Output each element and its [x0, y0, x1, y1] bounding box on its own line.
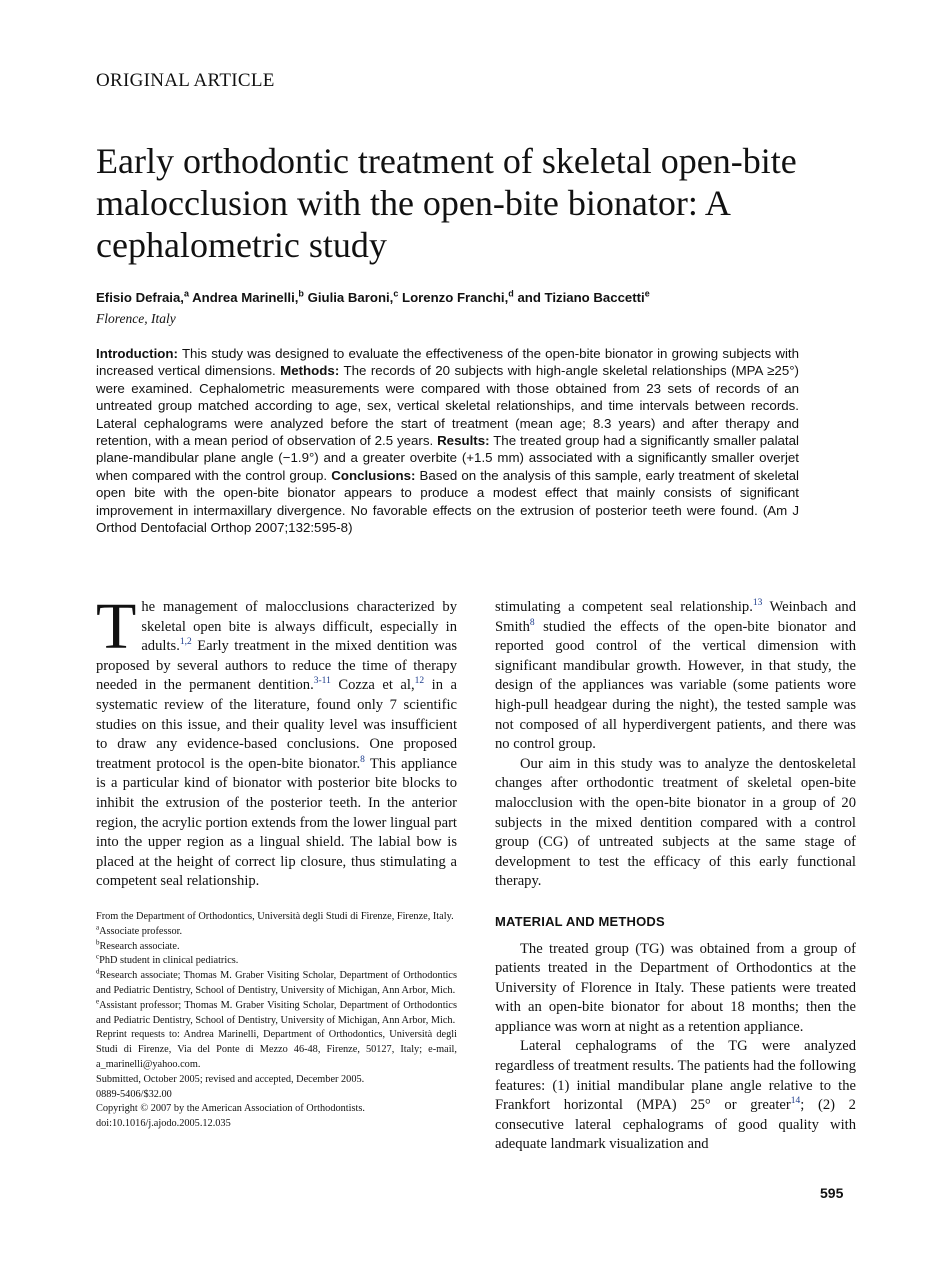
abstract	[96, 345, 799, 536]
drop-cap: T	[96, 590, 137, 663]
abstract-conclusions-label: Conclusions:	[331, 467, 416, 483]
abstract-methods: The records of 20 subjects with high-angle skeletal relationships (MPA ≥25°) were examined. Cephalometric measurements were compared with those obtained from 23 sets of records of an untreated group matched according to age, sex, vertical skeletal relationships, and time intervals between records. Lateral cephalograms were analyzed before the start of treatment (mean age; 8.3 years) and after therapy and retention, with a mean period of observation of 2.5 years.	[96, 363, 799, 449]
page-number: 595	[820, 1185, 844, 1201]
body-text: in a systematic review of the literature, found only 7 scientific studies on this issue, and their quality level was insufficient to draw any evidence-based conclusions. One proposed treatment protocol is the open-bite bionator.	[96, 677, 458, 772]
footnote-submitted: Submitted, October 2005; revised and accepted, December 2005.	[96, 1073, 365, 1085]
methods-paragraph: The treated group (TG) was obtained from a group of patients treated in the Department of Orthodontics at the University of Florence in Italy. These patients were treated with an open-bite bionator for about 18 months; then the appliance was worn at night as a retention appliance.	[495, 940, 856, 1035]
aim-paragraph: Our aim in this study was to analyze the dentoskeletal changes after orthodontic treatment of skeletal open-bite malocclusion with the open-bite bionator in a group of 20 subjects in the mixed dentition compared with a control group (CG) of untreated subjects at the same stage of development to test the efficacy of this early functional therapy.	[495, 755, 856, 890]
intro-paragraph	[96, 590, 458, 892]
author-name: Giulia Baroni,	[307, 290, 394, 305]
methods-paragraph-2	[495, 1037, 856, 1155]
body-text: stimulating a competent seal relationship.	[495, 599, 753, 615]
footnote-from: From the Department of Orthodontics, Università degli Studi di Firenze, Firenze, Italy.	[96, 911, 454, 922]
footnote-e: $^e$Assistant professor; Thomas M. Graber Visiting Scholar, Department of Orthodontics and Pediatric Dentistry, School of Dentistry, University of Michigan, Ann Arbor, Mich.	[96, 997, 457, 1026]
body-text: ; (2) 2 consecutive lateral cephalograms of good quality with adequate landmark visualization and	[495, 1097, 856, 1153]
abstract-results: The treated group had a significantly smaller palatal plane-mandibular plane angle (−1.9°) and a greater overbite (+1.5 mm) associated with a significantly smaller overjet when compared with the control group.	[96, 433, 799, 483]
body-text: studied the effects of the open-bite bionator and reported good control of the vertical dimension with significant mandibular growth. However, in that study, the design of the appliances was variable (some patients wore high-pull headgear during the night), the tested sample was not composed of all hyperdivergent patients, and there was no control group.	[495, 618, 856, 753]
citation-link[interactable]: 12	[414, 676, 425, 687]
abstract-intro: This study was designed to evaluate the effectiveness of the open-bite bionator in growing subjects with increased vertical dimensions.	[96, 346, 799, 379]
footnote-c: $^c$PhD student in clinical pediatrics.	[96, 952, 239, 967]
section-label: ORIGINAL ARTICLE	[96, 70, 275, 91]
author-list	[96, 290, 876, 305]
footnote-reprint: Reprint requests to: Andrea Marinelli, Department of Orthodontics, Università degli Studi di Firenze, Via del Ponte di Mezzo 46-48, Firenze, 50127, Italy; e-mail, a_marinelli@yahoo.com.	[96, 1029, 457, 1070]
body-text: This appliance is a particular kind of bionator with posterior bite blocks to inhibit the extrusion of the posterior teeth. In the anterior region, the acrylic portion extends from the lower lingual part into the upper region as a lingual shield. The labial bow is placed at the height of correct lip closure, thus stimulating a competent seal relationship.	[96, 755, 457, 890]
body-text: he management of malocclusions characterized by skeletal open bite is always difficult, especially in adults.	[141, 599, 457, 655]
body-text: Weinbach and Smith	[495, 599, 856, 635]
abstract-methods-label: Methods:	[280, 363, 340, 379]
citation-link[interactable]: 8	[360, 754, 365, 765]
citation-link[interactable]: 3-11	[313, 676, 331, 687]
author-name: Lorenzo Franchi,	[402, 290, 509, 305]
affiliation-marker: b	[298, 288, 304, 299]
citation-link[interactable]: 13	[752, 598, 763, 609]
author-name: and Tiziano Baccetti	[517, 290, 645, 305]
citation-link[interactable]: 14	[790, 1096, 801, 1107]
affiliation-marker: c	[393, 288, 399, 299]
affiliation-marker: d	[508, 288, 514, 299]
body-text: Cozza et al,	[330, 677, 415, 694]
citation-link[interactable]: 1,2	[179, 637, 192, 648]
footnote-a: $^a$Associate professor.	[96, 923, 183, 937]
citation-link[interactable]: 8	[529, 617, 535, 628]
body-text: Lateral cephalograms of the TG were analyzed regardless of treatment results. The patients had the following features: (1) initial mandibular plane angle relative to the Frankfort horizontal (MPA) 25° or greater	[495, 1038, 856, 1114]
abstract-intro-label: Introduction:	[96, 346, 178, 361]
footnote-doi[interactable]: doi:10.1016/j.ajodo.2005.12.035	[96, 1118, 231, 1130]
author-name: Efisio Defraia,	[96, 290, 184, 305]
section-heading-methods: MATERIAL AND METHODS	[495, 913, 665, 929]
author-name: Andrea Marinelli,	[192, 290, 299, 305]
abstract-conclusions: Based on the analysis of this sample, early treatment of skeletal open bite with the open-bite bionator appears to produce a modest effect that mainly consists of significant improvement in intermaxillary divergence. No favorable effects on the extrusion of posterior teeth were found. (Am J Orthod Dentofacial Orthop 2007;132:595-8)	[96, 467, 799, 536]
footnote-b: $^b$Research associate.	[96, 938, 180, 952]
affiliation-marker: e	[644, 288, 650, 299]
body-column-right	[495, 598, 856, 1155]
footnote-issn: 0889-5406/$32.00	[96, 1088, 172, 1100]
abstract-results-label: Results:	[437, 433, 490, 449]
author-location: Florence, Italy	[96, 311, 176, 326]
footnotes	[96, 910, 457, 1132]
continued-paragraph	[495, 598, 856, 755]
footnote-d: $^d$Research associate; Thomas M. Graber Visiting Scholar, Department of Orthodontics and Pediatric Dentistry, School of Dentistry, University of Michigan, Ann Arbor, Mich.	[96, 967, 457, 996]
affiliation-marker: a	[183, 288, 189, 299]
article-title: Early orthodontic treatment of skeletal open-bite malocclusion with the open-bite bionator: A cephalometric study	[96, 141, 797, 265]
body-text: Early treatment in the mixed dentition was proposed by several authors to reduce the time of therapy needed in the permanent dentition.	[96, 638, 457, 694]
footnote-copyright: Copyright © 2007 by the American Association of Orthodontists.	[96, 1103, 365, 1115]
body-column-left	[96, 590, 458, 892]
